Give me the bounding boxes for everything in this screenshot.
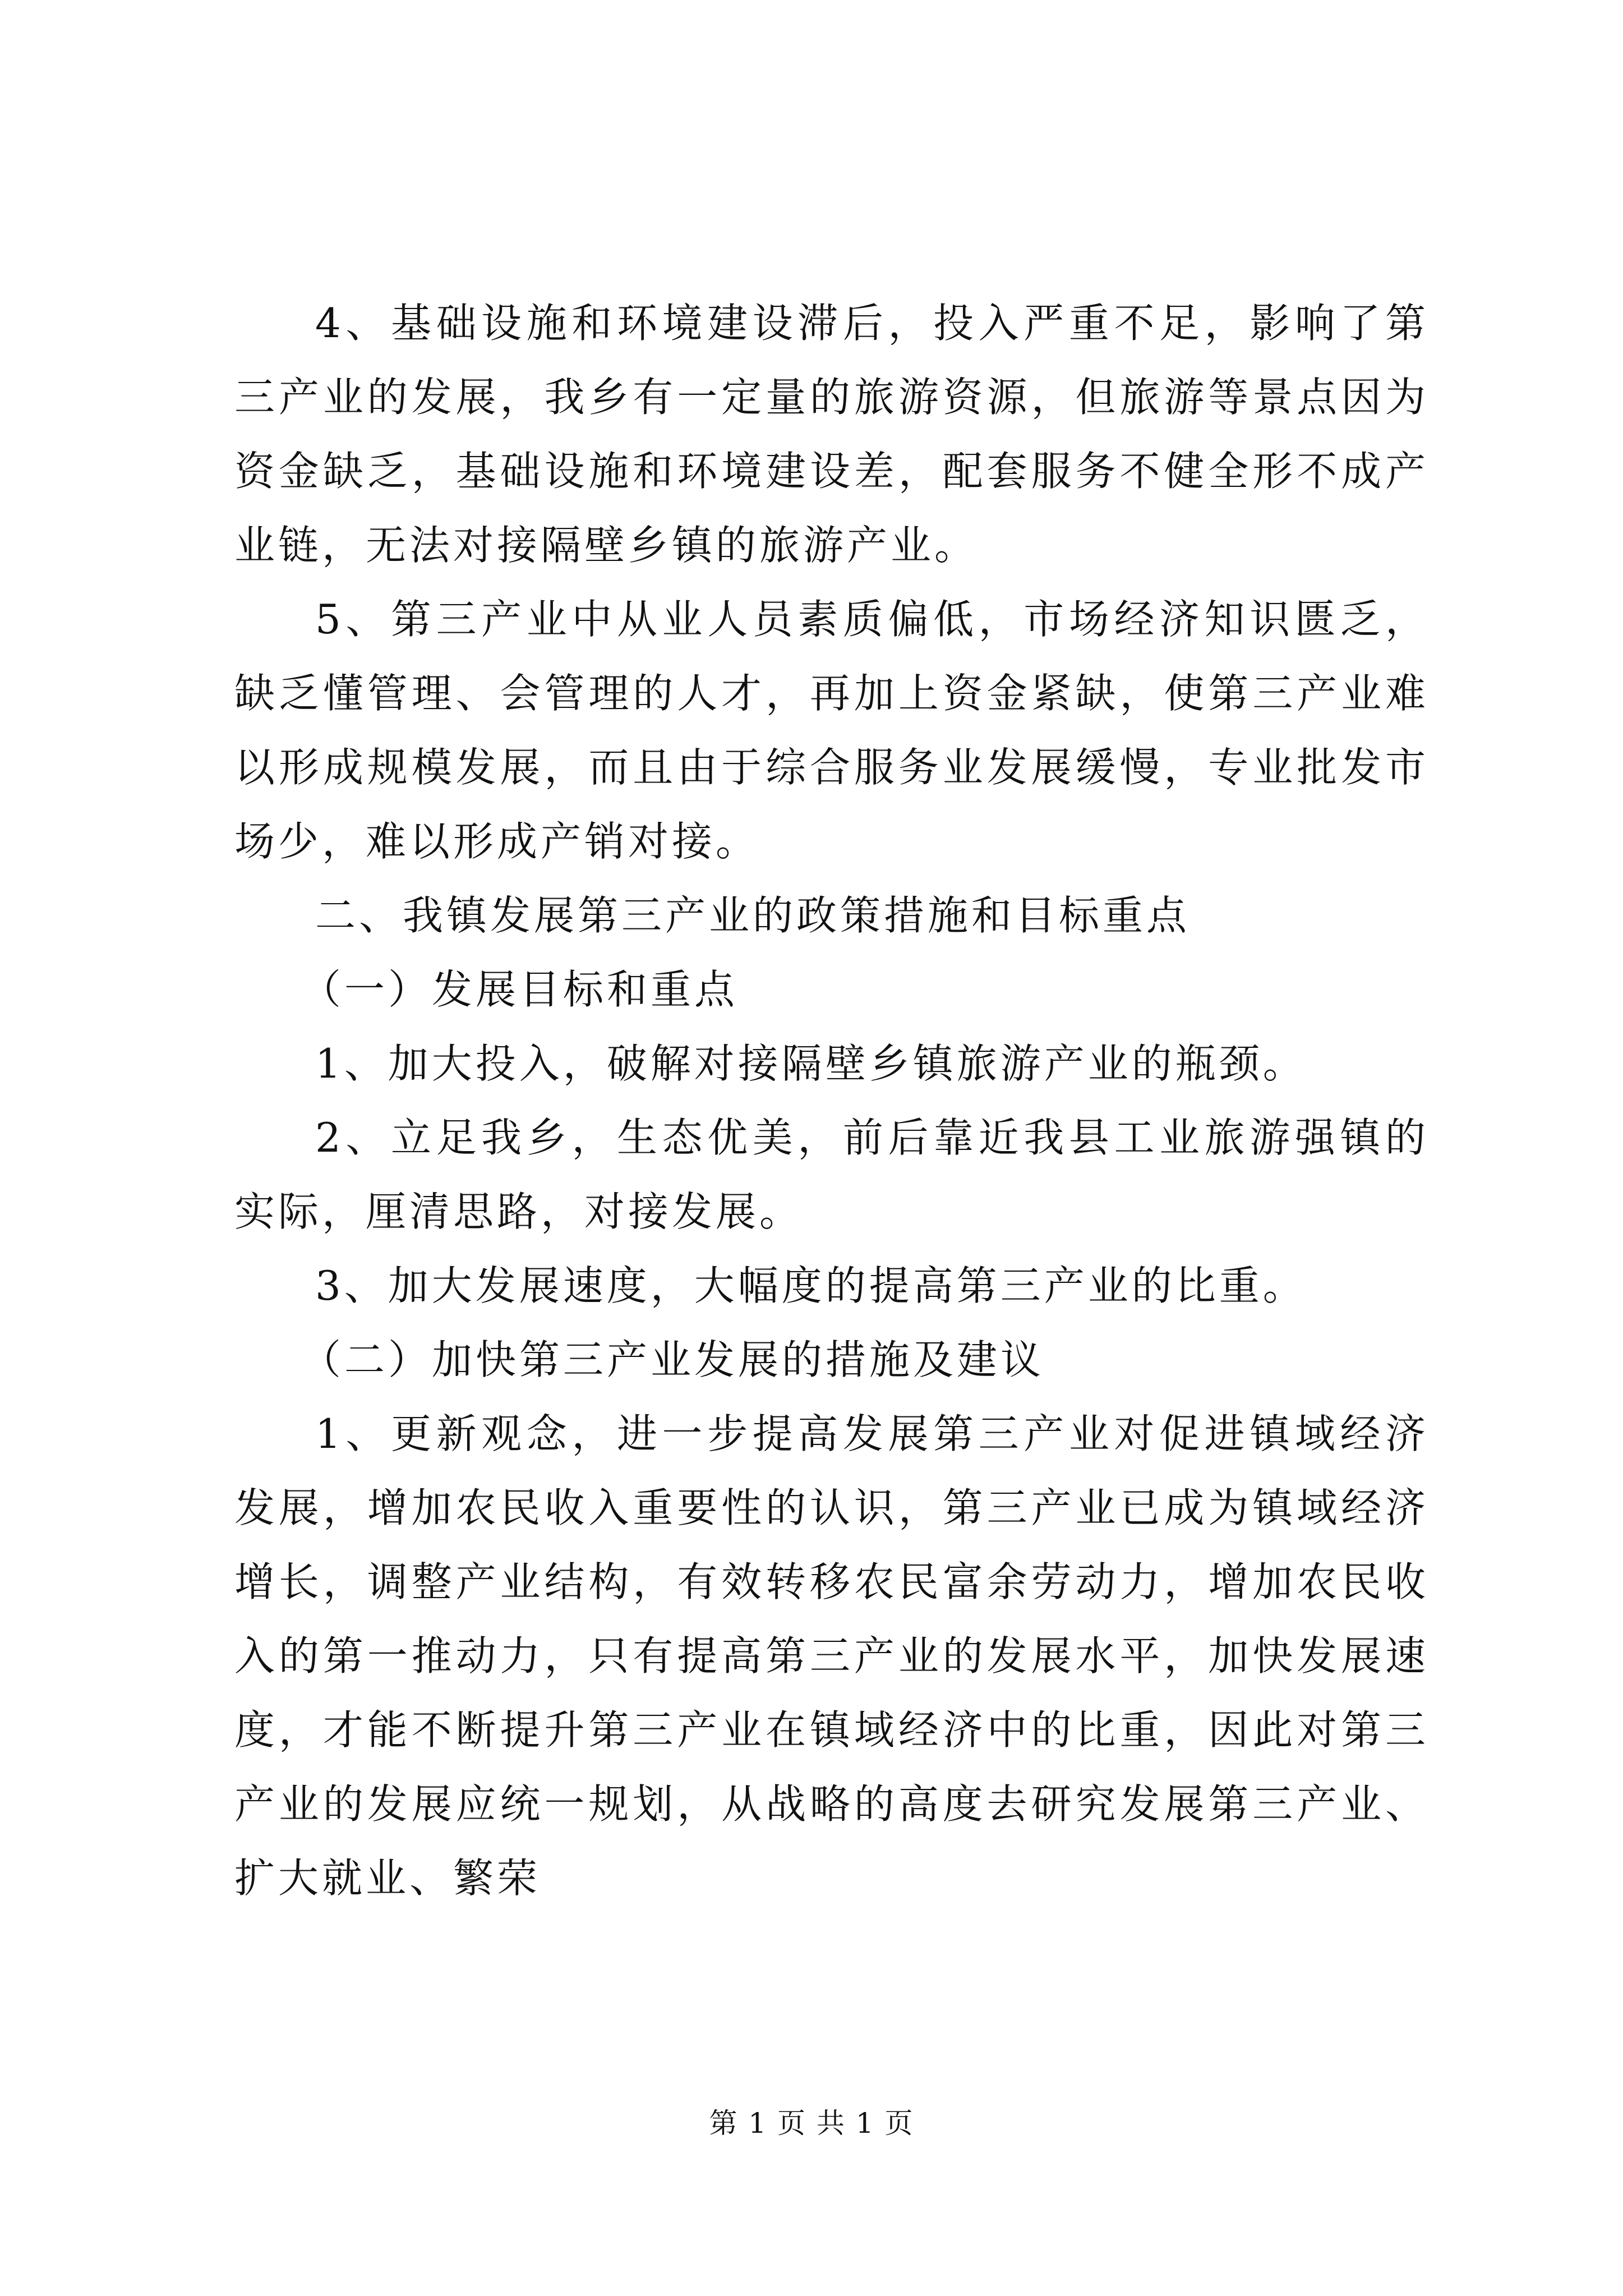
paragraph-item-4: 4、基础设施和环境建设滞后，投入严重不足，影响了第三产业的发展，我乡有一定量的旅游资源，但旅游等景点因为资金缺乏，基础设施和环境建设差，配套服务不健全形不成产业链，无法对接隔壁乡镇的旅游产业。 (234, 300, 1429, 569)
section-heading-2: 二、我镇发展第三产业的政策措施和目标重点 (315, 892, 1191, 939)
goal-item-2: 2、立足我乡，生态优美，前后靠近我县工业旅游强镇的实际，厘清思路，对接发展。 (234, 1114, 1429, 1235)
goal-item-3: 3、加大发展速度，大幅度的提高第三产业的比重。 (315, 1262, 1307, 1309)
measure-item-1: 1、更新观念，进一步提高发展第三产业对促进镇域经济发展，增加农民收入重要性的认识，第三产业已成为镇域经济增长，调整产业结构，有效转移农民富余劳动力，增加农民收入的第一推动力，只有提高第三产业的发展水平，加快发展速度，才能不断提升第三产业在镇域经济中的比重，因此对第三产业的发展应统一规划，从战略的高度去研究发展第三产业、扩大就业、繁荣 (234, 1410, 1429, 1902)
goal-item-1: 1、加大投入，破解对接隔壁乡镇旅游产业的瓶颈。 (315, 1040, 1307, 1087)
document-body (234, 286, 1429, 1915)
paragraph-item-5: 5、第三产业中从业人员素质偏低，市场经济知识匮乏，缺乏懂管理、会管理的人才，再加上资金紧缺，使第三产业难以形成规模发展，而且由于综合服务业发展缓慢，专业批发市场少，难以形成产销对接。 (234, 596, 1429, 865)
subsection-heading-measures: （二）加快第三产业发展的措施及建议 (301, 1336, 1045, 1383)
subsection-heading-goals: （一）发展目标和重点 (301, 966, 739, 1013)
page-footer: 第 1 页 共 1 页 (709, 2107, 914, 2139)
